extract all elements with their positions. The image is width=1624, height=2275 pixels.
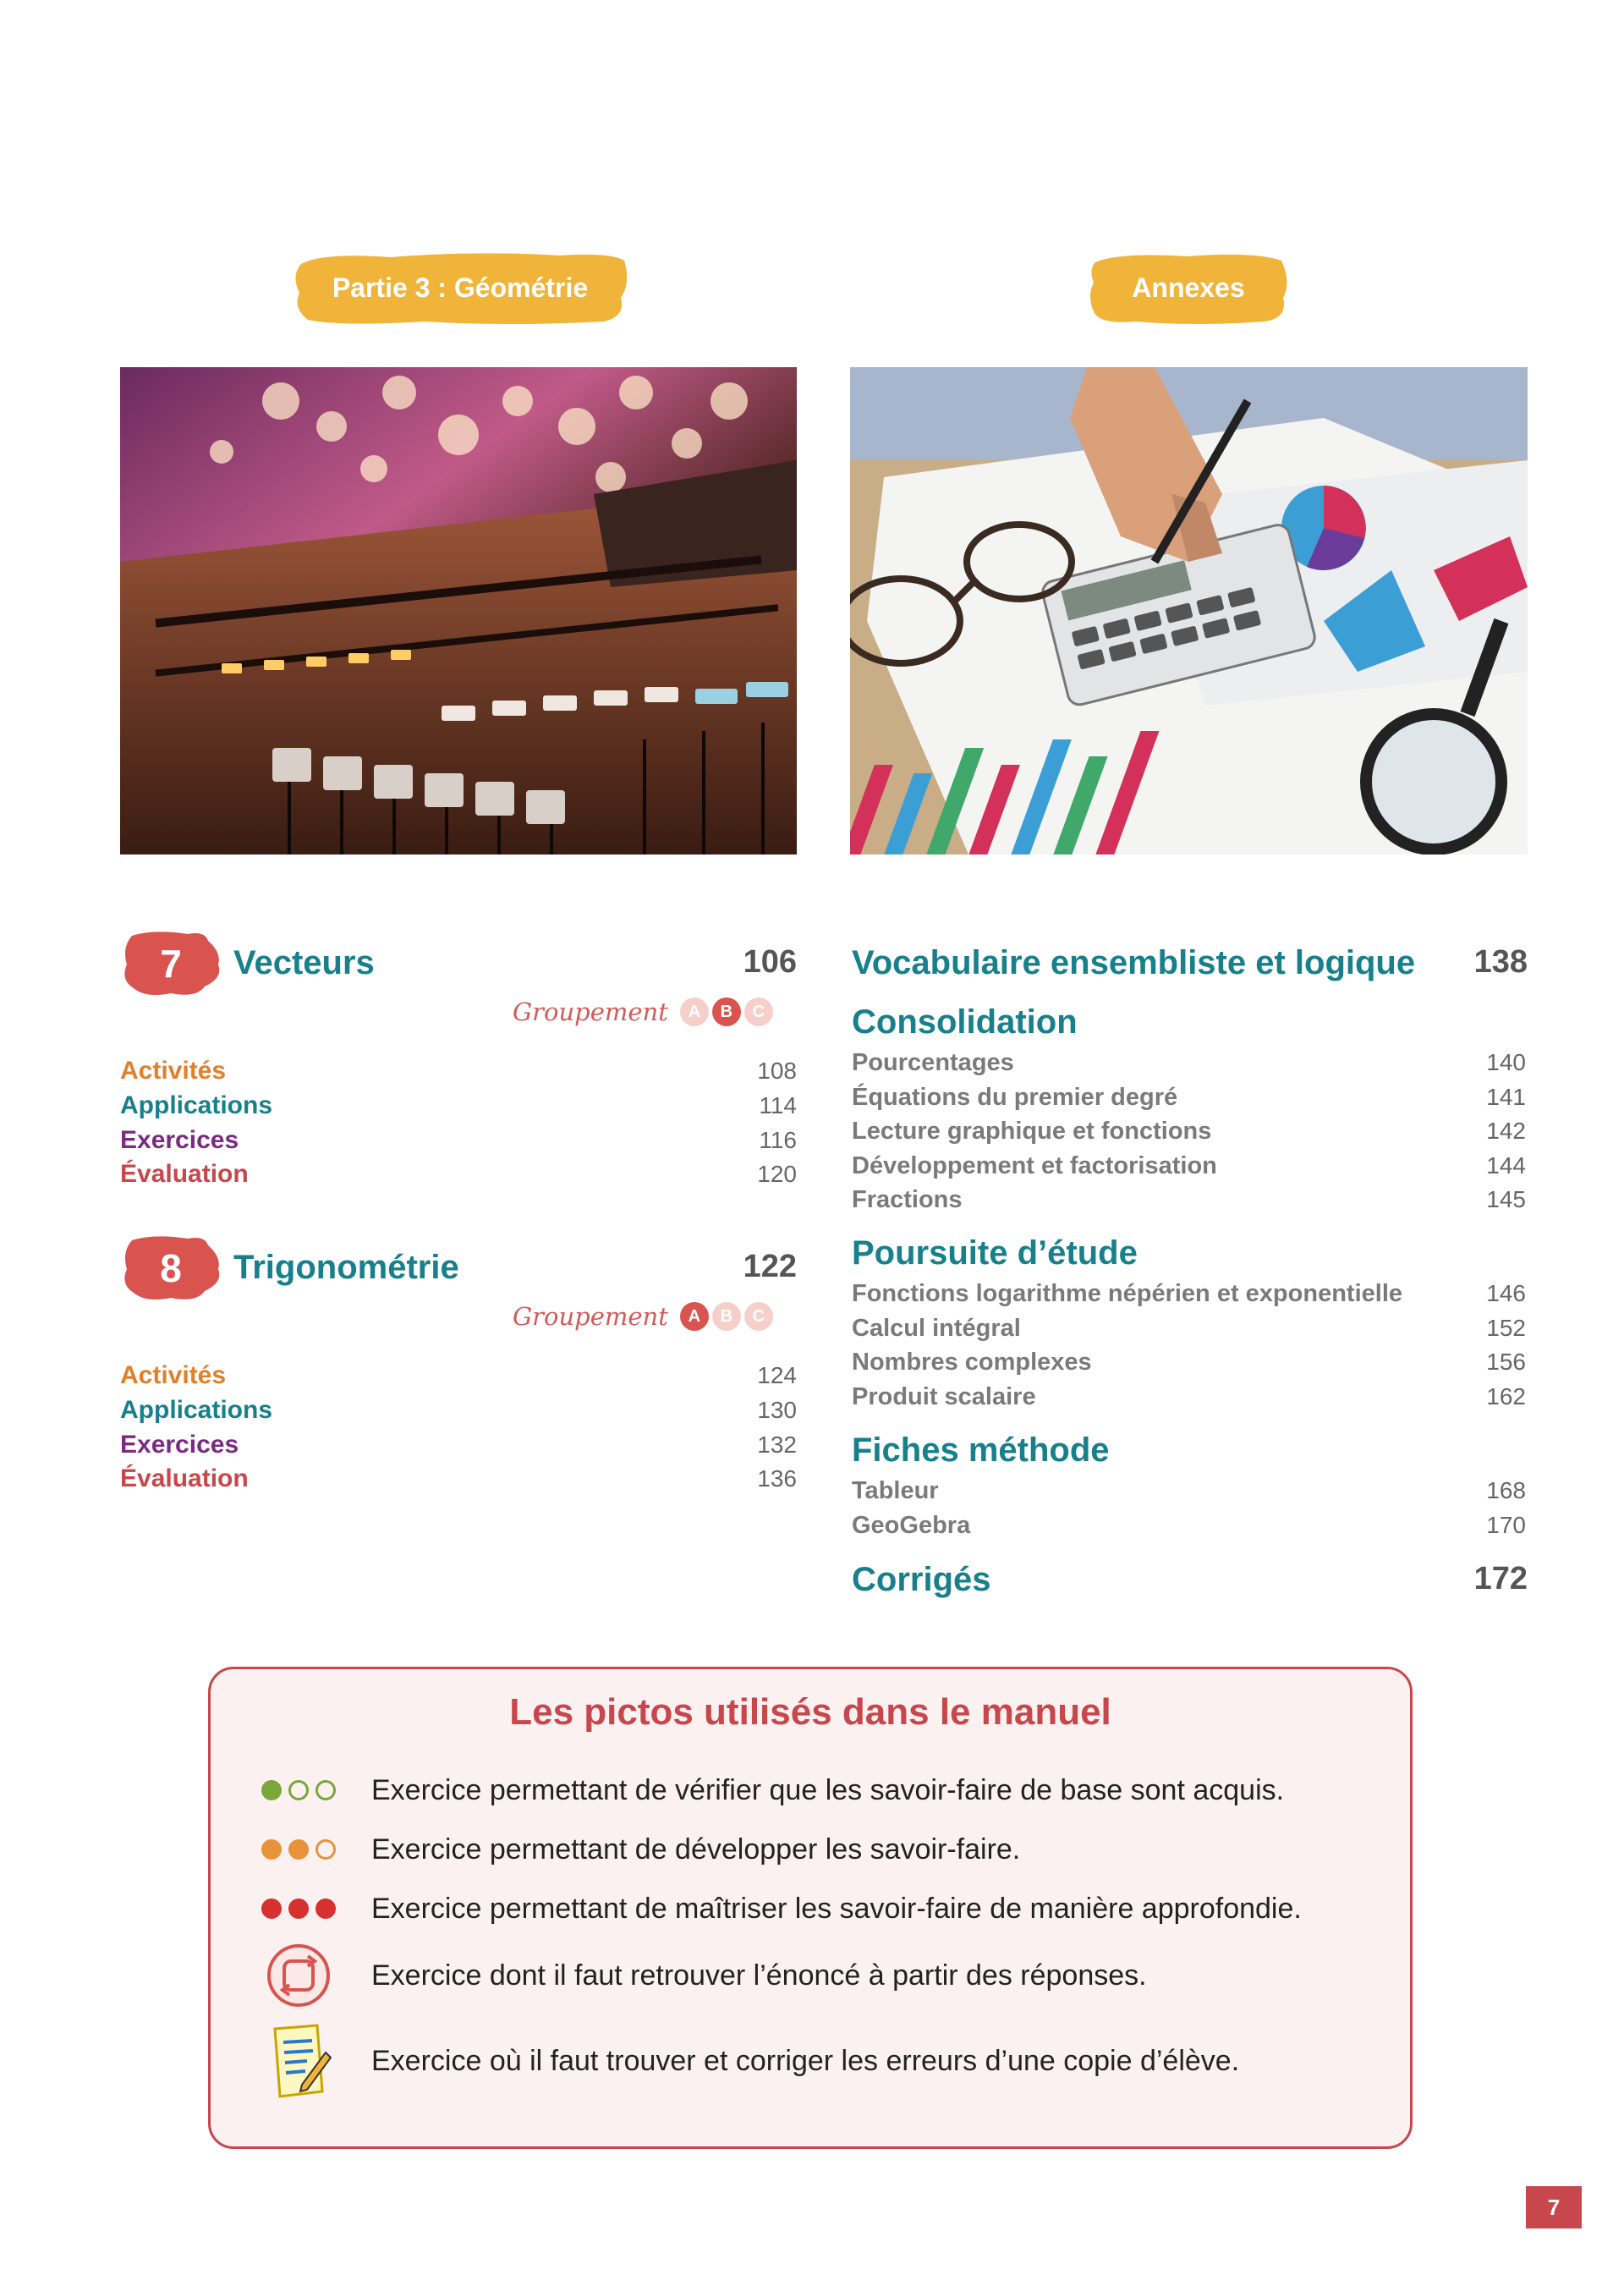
level-2-dots-icon	[255, 1839, 343, 1860]
item-label: Calcul intégral	[852, 1314, 1021, 1342]
item-label: Développement et factorisation	[852, 1151, 1217, 1179]
level-1-dots-icon	[255, 1780, 343, 1800]
item-label: Produit scalaire	[852, 1382, 1036, 1410]
section-page: 132	[757, 1431, 797, 1458]
section-label: Exercices	[120, 1126, 239, 1154]
page-number: 7	[1526, 2186, 1582, 2228]
group-a-badge: A	[680, 1302, 709, 1331]
chapter-8-title[interactable]: Trigonométrie	[233, 1249, 459, 1286]
poursuite-item[interactable]	[852, 1311, 1526, 1345]
section-label: Activités	[120, 1057, 227, 1085]
chapter-7-groupement	[513, 997, 773, 1026]
legend-row	[211, 1828, 1020, 1871]
item-page: 140	[1486, 1049, 1526, 1075]
section-page: 130	[757, 1397, 797, 1423]
fiches-item[interactable]	[852, 1474, 1526, 1508]
item-page: 156	[1486, 1349, 1526, 1375]
annexes-tag	[1085, 249, 1292, 327]
consolidation-item[interactable]	[852, 1114, 1526, 1148]
fiches-heading[interactable]: Fiches méthode	[852, 1431, 1110, 1469]
section-label: Applications	[120, 1091, 273, 1119]
legend-title: Les pictos utilisés dans le manuel	[509, 1691, 1111, 1733]
item-page: 141	[1486, 1084, 1526, 1110]
chapter-8-number: 8	[160, 1246, 182, 1290]
chapter-7-evaluation[interactable]	[120, 1157, 797, 1191]
group-b-badge: B	[712, 1302, 741, 1331]
consolidation-item[interactable]	[852, 1080, 1526, 1114]
chapter-7-activites[interactable]	[120, 1054, 797, 1088]
legend-row	[211, 1888, 1302, 1930]
vocab-page: 138	[1473, 944, 1528, 980]
section-page: 136	[757, 1465, 797, 1492]
item-label: Équations du premier degré	[852, 1083, 1178, 1111]
groupement-label: Groupement	[513, 1302, 668, 1331]
item-page: 168	[1486, 1477, 1526, 1503]
pictos-legend-box	[208, 1667, 1413, 2149]
item-label: Fonctions logarithme népérien et exponentielle	[852, 1279, 1402, 1307]
groupement-label: Groupement	[513, 997, 668, 1026]
chapter-8-exercices[interactable]	[120, 1428, 797, 1462]
item-page: 146	[1486, 1280, 1526, 1306]
section-page: 108	[757, 1058, 797, 1084]
legend-row	[211, 2023, 1239, 2099]
legend-text: Exercice dont il faut retrouver l’énoncé à partir des réponses.	[371, 1959, 1147, 1992]
poursuite-item[interactable]	[852, 1380, 1526, 1414]
item-page: 162	[1486, 1383, 1526, 1410]
poursuite-heading[interactable]: Poursuite d’étude	[852, 1234, 1138, 1272]
consolidation-item[interactable]	[852, 1183, 1526, 1217]
item-page: 144	[1486, 1152, 1526, 1179]
section-page: 116	[759, 1127, 797, 1153]
corriges-page: 172	[1473, 1561, 1528, 1596]
chapter-7-badge	[120, 929, 222, 998]
chapter-7-number: 7	[160, 942, 182, 986]
section-label: Applications	[120, 1396, 273, 1424]
calculator-charts-photo	[850, 367, 1528, 854]
fiches-item[interactable]	[852, 1508, 1526, 1542]
poursuite-item[interactable]	[852, 1277, 1526, 1311]
chapter-8-evaluation[interactable]	[120, 1462, 797, 1496]
consolidation-item[interactable]	[852, 1046, 1526, 1080]
consolidation-heading[interactable]: Consolidation	[852, 1003, 1078, 1041]
item-label: Fractions	[852, 1185, 963, 1213]
item-page: 170	[1486, 1512, 1526, 1538]
mixing-console-photo	[120, 367, 797, 854]
annexes-label: Annexes	[1132, 272, 1245, 303]
legend-text: Exercice permettant de maîtriser les savoir-faire de manière approfondie.	[371, 1892, 1302, 1925]
group-a-badge: A	[680, 997, 709, 1026]
chapter-8-page: 122	[743, 1249, 797, 1284]
vocab-heading[interactable]: Vocabulaire ensembliste et logique	[852, 944, 1416, 981]
group-c-badge: C	[744, 1302, 773, 1331]
chapter-8-groupement	[513, 1302, 773, 1331]
group-c-badge: C	[744, 997, 773, 1026]
legend-text: Exercice permettant de développer les savoir-faire.	[371, 1833, 1021, 1866]
section-label: Évaluation	[120, 1464, 249, 1492]
section-page: 124	[757, 1362, 797, 1388]
item-page: 152	[1486, 1315, 1526, 1341]
level-3-dots-icon	[255, 1899, 343, 1919]
chapter-8-applications[interactable]	[120, 1393, 797, 1427]
legend-text: Exercice permettant de vérifier que les savoir-faire de base sont acquis.	[371, 1773, 1285, 1806]
item-label: GeoGebra	[852, 1511, 971, 1539]
section-page: 114	[759, 1092, 797, 1118]
part3-tag	[289, 249, 631, 327]
chapter-7-applications[interactable]	[120, 1089, 797, 1123]
item-label: Nombres complexes	[852, 1348, 1092, 1376]
poursuite-item[interactable]	[852, 1345, 1526, 1379]
chapter-8-activites[interactable]	[120, 1359, 797, 1393]
corriges-heading[interactable]: Corrigés	[852, 1561, 991, 1598]
legend-text: Exercice où il faut trouver et corriger les erreurs d’une copie d’élève.	[371, 2044, 1240, 2077]
consolidation-item[interactable]	[852, 1149, 1526, 1183]
chapter-8-badge	[120, 1234, 222, 1303]
section-label: Évaluation	[120, 1160, 249, 1188]
item-label: Tableur	[852, 1476, 939, 1504]
chapter-7-page: 106	[743, 944, 797, 980]
legend-row	[211, 1940, 1147, 2011]
section-page: 120	[757, 1161, 797, 1187]
item-page: 145	[1486, 1186, 1526, 1212]
student-copy-icon	[255, 2024, 343, 2098]
chapter-7-title[interactable]: Vecteurs	[233, 944, 375, 981]
item-page: 142	[1486, 1118, 1526, 1144]
section-label: Activités	[120, 1361, 227, 1389]
section-label: Exercices	[120, 1431, 239, 1459]
item-label: Lecture graphique et fonctions	[852, 1117, 1212, 1145]
legend-row	[211, 1769, 1284, 1811]
item-label: Pourcentages	[852, 1048, 1014, 1076]
reverse-cycle-icon	[255, 1943, 343, 2008]
group-b-badge: B	[712, 997, 741, 1026]
chapter-7-exercices[interactable]	[120, 1124, 797, 1157]
part3-label: Partie 3 : Géométrie	[332, 272, 589, 303]
